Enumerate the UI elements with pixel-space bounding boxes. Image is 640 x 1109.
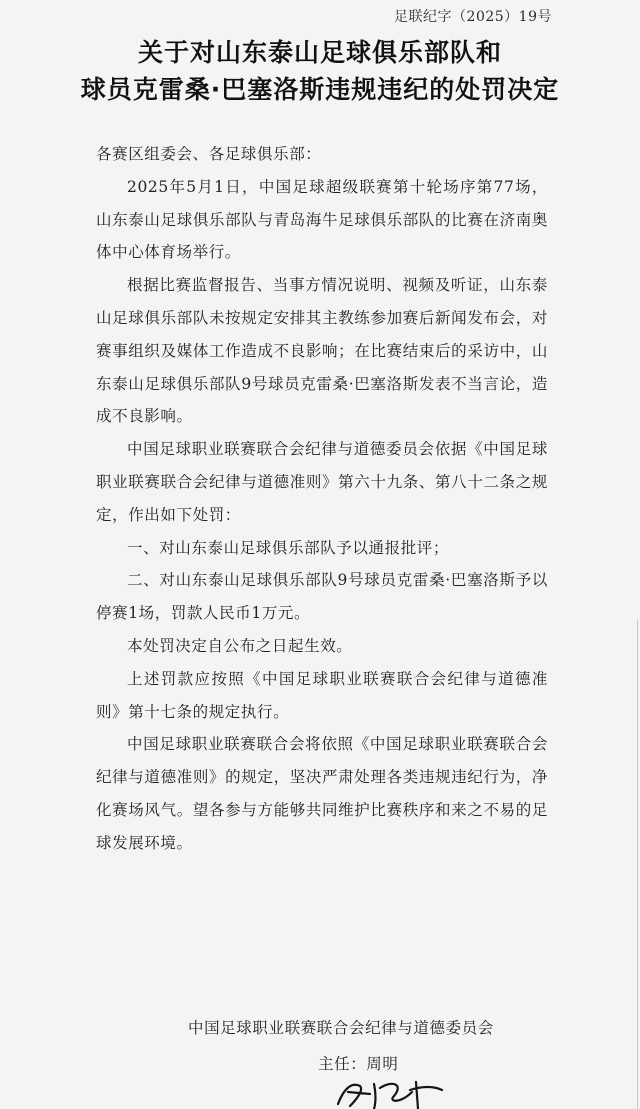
handwritten-signature bbox=[330, 1076, 450, 1109]
page-edge-line bbox=[637, 620, 638, 1109]
document-number: 足联纪字（2025）19号 bbox=[394, 9, 552, 25]
title-line-1: 关于对山东泰山足球俱乐部队和 bbox=[137, 38, 502, 67]
document-body bbox=[96, 138, 548, 860]
penalty-item-1: 一、对山东泰山足球俱乐部队予以通报批评； bbox=[127, 538, 450, 557]
signing-organization: 中国足球职业联赛联合会纪律与道德委员会 bbox=[188, 1019, 494, 1037]
paragraph-match-info: 2025年5月1日，中国足球超级联赛第十轮场序第77场，山东泰山足球俱乐部队与青岛海牛足球俱乐部队的比赛在济南奥体中心体育场举行。 bbox=[96, 177, 548, 262]
paragraph-closing: 中国足球职业联赛联合会将依照《中国足球职业联赛联合会纪律与道德准则》的规定，坚决严肃处理各类违规违纪行为，净化赛场风气。望各参与方能够共同维护比赛秩序和来之不易的足球发展环境。 bbox=[96, 735, 548, 852]
document-title bbox=[0, 34, 640, 108]
title-line-2: 球员克雷桑·巴塞洛斯违规违纪的处罚决定 bbox=[80, 75, 560, 104]
paragraph-fine-execution: 上述罚款应按照《中国足球职业联赛联合会纪律与道德准则》第十七条的规定执行。 bbox=[96, 669, 548, 721]
penalty-item-2: 二、对山东泰山足球俱乐部队9号球员克雷桑·巴塞洛斯予以停赛1场，罚款人民币1万元。 bbox=[96, 571, 548, 623]
paragraph-basis: 中国足球职业联赛联合会纪律与道德委员会依据《中国足球职业联赛联合会纪律与道德准则》第六十九条、第八十二条之规定，作出如下处罚： bbox=[96, 440, 548, 524]
director-line: 主任：周明 bbox=[318, 1055, 399, 1073]
salutation: 各赛区组委会、各足球俱乐部： bbox=[96, 145, 322, 163]
paragraph-findings: 根据比赛监督报告、当事方情况说明、视频及听证，山东泰山足球俱乐部队未按规定安排其主教练参加赛后新闻发布会，对赛事组织及媒体工作造成不良影响；在比赛结束后的采访中，山东泰山足球俱乐部队9号球员克雷桑·巴塞洛斯发表不当言论，造成不良影响。 bbox=[96, 276, 548, 426]
paragraph-effective: 本处罚决定自公布之日起生效。 bbox=[127, 636, 353, 655]
